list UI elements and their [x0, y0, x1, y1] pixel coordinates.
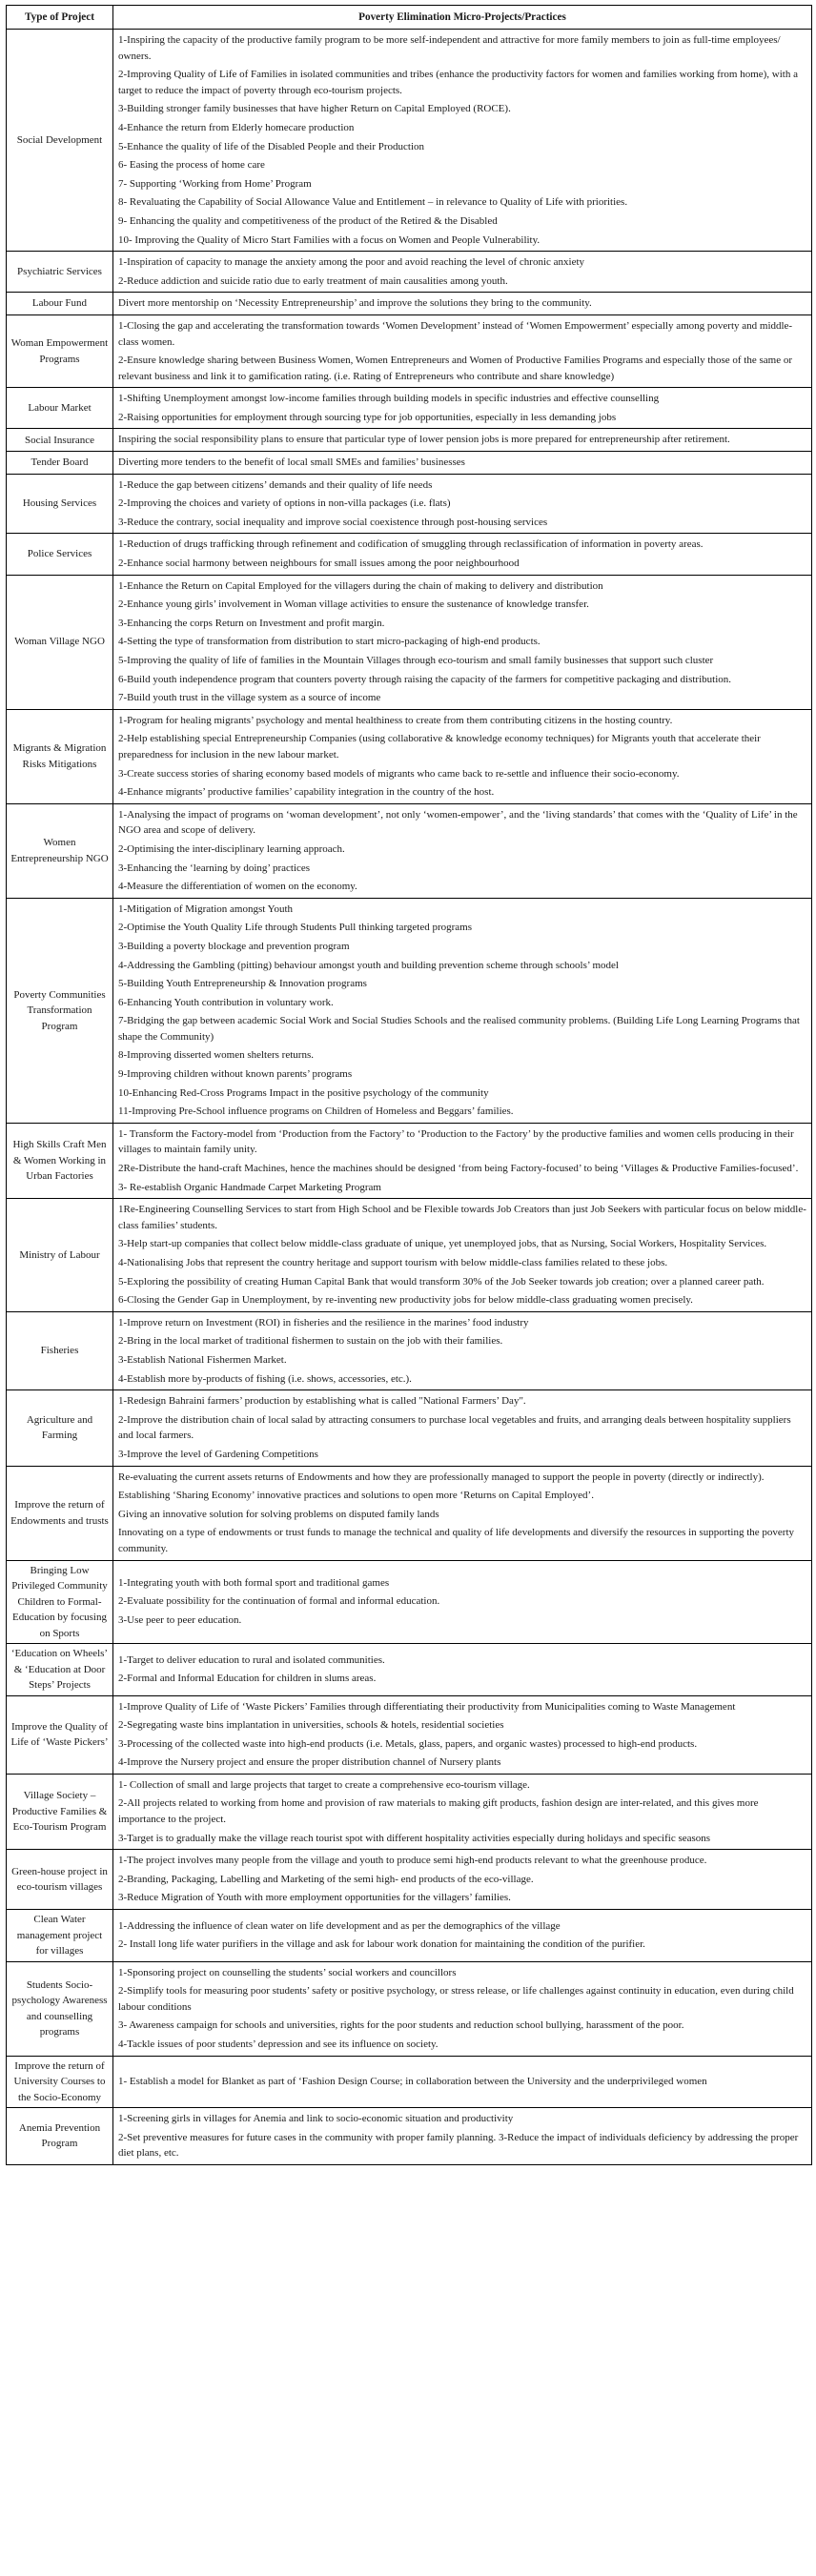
- project-type-cell: Poverty Communities Transformation Program: [7, 898, 113, 1123]
- project-type-cell: High Skills Craft Men & Women Working in Urban Factories: [7, 1123, 113, 1198]
- practice-item: 2-Reduce addiction and suicide ratio due to early treatment of main causalities among youth.: [118, 274, 508, 287]
- practices-cell: [113, 1910, 812, 1962]
- practice-item: 7-Build youth trust in the village system as a source of income: [118, 692, 381, 704]
- practice-item: 1-Reduce the gap between citizens’ demands and their quality of life needs: [118, 478, 433, 491]
- table-row: [7, 534, 812, 575]
- practice-item: 2-Optimise the Youth Quality Life through Students Pull thinking targeted programs: [118, 922, 473, 934]
- table-row: [7, 1961, 812, 2056]
- table-row: [7, 2056, 812, 2108]
- practice-item: 4-Enhance the return from Elderly homecare production: [118, 121, 355, 133]
- practices-cell: [113, 1560, 812, 1644]
- project-type-cell: Clean Water management project for villages: [7, 1910, 113, 1962]
- practice-item: 1-Sponsoring project on counselling the students’ social workers and councillors: [118, 1966, 457, 1978]
- practices-cell: [113, 1199, 812, 1312]
- practice-item: 4-Addressing the Gambling (pitting) behaviour amongst youth and building prevention scheme through schools’ model: [118, 959, 619, 971]
- practice-item: 1-Inspiration of capacity to manage the anxiety among the poor and avoid reaching the level of chronic anxiety: [118, 256, 585, 269]
- table-row: [7, 709, 812, 803]
- practice-item: Establishing ‘Sharing Economy’ innovative practices and solutions to open more ‘Returns on Capital Employed’.: [118, 1490, 594, 1502]
- project-type-cell: Village Society – Productive Families & Eco-Tourism Program: [7, 1774, 113, 1849]
- practice-item: 6- Easing the process of home care: [118, 159, 265, 172]
- project-type-cell: Social Development: [7, 30, 113, 252]
- projects-table: [6, 5, 812, 2165]
- practice-item: 1-Redesign Bahraini farmers’ production by establishing what is called "National Farmers’ Day".: [118, 1395, 526, 1408]
- project-type-cell: Labour Fund: [7, 293, 113, 315]
- practice-item: 3-Establish National Fishermen Market.: [118, 1353, 287, 1366]
- practice-item: 2-Improving the choices and variety of options in non-villa packages (i.e. flats): [118, 497, 451, 510]
- table-row: [7, 1850, 812, 1910]
- header-micro-projects: Poverty Elimination Micro-Projects/Practices: [113, 6, 812, 30]
- practice-item: 1-Enhance the Return on Capital Employed for the villagers during the chain of making to delivery and distribution: [118, 579, 603, 592]
- practice-item: Giving an innovative solution for solving problems on disputed family lands: [118, 1508, 439, 1520]
- table-row: [7, 1390, 812, 1466]
- practice-item: 2- Install long life water purifiers in the village and ask for labour work donation for maintaining the condition of the purifier.: [118, 1938, 645, 1951]
- practice-item: 3-Enhancing the corps Return on Investment and profit margin.: [118, 617, 385, 629]
- table-body: [7, 30, 812, 2165]
- practice-item: 2-Branding, Packaging, Labelling and Marketing of the semi high- end products of the eco-village.: [118, 1873, 534, 1885]
- practice-item: 5-Building Youth Entrepreneurship & Innovation programs: [118, 978, 367, 990]
- practice-item: 3-Building a poverty blockage and prevention program: [118, 940, 350, 952]
- practice-item: 3- Re-establish Organic Handmade Carpet Marketing Program: [118, 1181, 381, 1193]
- practice-item: 3-Create success stories of sharing economy based models of migrants who came back to re-settle and influence their socio-economy.: [118, 767, 680, 780]
- practice-item: 2-Enhance young girls’ involvement in Woman village activities to ensure the sustenance of knowledge transfer.: [118, 598, 589, 611]
- practice-item: 1-Program for healing migrants’ psychology and mental healthiness to create from them contributing citizens in the hosting country.: [118, 714, 673, 726]
- practices-cell: [113, 1961, 812, 2056]
- practice-item: 2-Bring in the local market of traditional fishermen to sustain on the job with their families.: [118, 1335, 503, 1348]
- practice-item: 9-Improving children without known parents’ programs: [118, 1068, 353, 1081]
- practice-item: 6-Build youth independence program that counters poverty through raising the capacity of the farmers for competitive packaging and distribution.: [118, 673, 732, 685]
- practice-item: 3-Improve the level of Gardening Competitions: [118, 1448, 318, 1460]
- practices-cell: [113, 474, 812, 534]
- project-type-cell: Tender Board: [7, 452, 113, 475]
- practices-cell: [113, 1695, 812, 1774]
- practice-item: 2-Simplify tools for measuring poor students’ safety or positive psychology, or stress release, or life challenges against continuity in education, even during child labour conditions: [118, 1985, 794, 2013]
- practice-item: 2-Optimising the inter-disciplinary learning approach.: [118, 842, 345, 855]
- practices-cell: [113, 709, 812, 803]
- practice-item: Innovating on a type of endowments or trust funds to manage the technical and quality of life developments and diversify the resources in supporting the poverty community.: [118, 1527, 795, 1554]
- practice-item: 1-Shifting Unemployment amongst low-income families through building models in specific industries and effective counselling: [118, 393, 660, 405]
- practice-item: 6-Closing the Gender Gap in Unemployment, by re-inventing new productivity jobs for below middle-class graduating women precisely.: [118, 1294, 693, 1307]
- practice-item: 2-Segregating waste bins implantation in universities, schools & hotels, residential societies: [118, 1719, 504, 1732]
- practices-cell: [113, 30, 812, 252]
- practice-item: 3-Enhancing the ‘learning by doing’ practices: [118, 862, 311, 874]
- practice-item: 8- Revaluating the Capability of Social Allowance Value and Entitlement – in relevance to Quality of Life with priorities.: [118, 196, 628, 209]
- practice-item: 2-All projects related to working from home and provision of raw materials to making gift products, fashion design are inter-related, and this gives more importance to the project.: [118, 1797, 759, 1826]
- practice-item: 8-Improving disserted women shelters returns.: [118, 1049, 314, 1062]
- practice-item: 2-Set preventive measures for future cases in the community with proper family planning. 3-Reduce the impact of individuals deficiency by addressing the proper diet plans, etc.: [118, 2131, 799, 2160]
- practice-item: 1-Screening girls in villages for Anemia and link to socio-economic situation and productivity: [118, 2113, 514, 2124]
- project-type-cell: Ministry of Labour: [7, 1199, 113, 1312]
- practice-item: 3-Processing of the collected waste into high-end products (i.e. Metals, glass, papers, and organic wastes) processed to high-end products.: [118, 1737, 698, 1750]
- practice-item: 2-Enhance social harmony between neighbours for small issues among the poor neighbourhood: [118, 558, 520, 570]
- practice-item: 1-Improve return on Investment (ROI) in fisheries and the resilience in the marines’ food industry: [118, 1316, 529, 1329]
- table-row: [7, 1123, 812, 1198]
- practices-cell: [113, 452, 812, 475]
- practice-item: Re-evaluating the current assets returns of Endowments and how they are professionally managed to support the people in poverty (directly or indirectly).: [118, 1471, 765, 1483]
- practice-item: 1-Analysing the impact of programs on ‘woman development’, not only ‘women-empower’, and the ‘living standards’ that comes with the ‘Quality of Life’ in the NGO area and scope of delivery.: [118, 808, 798, 837]
- practice-item: 1-The project involves many people from the village and youth to produce semi high-end products relevant to what the greenhouse produce.: [118, 1855, 707, 1867]
- project-type-cell: Improve the return of Endowments and trusts: [7, 1466, 113, 1560]
- project-type-cell: Housing Services: [7, 474, 113, 534]
- table-row: [7, 474, 812, 534]
- practice-item: 2-Ensure knowledge sharing between Business Women, Women Entrepreneurs and Women of Productive Families Programs and especially those of the same or relevant business and link it to gamification rating. (i.e. Rating of Entrepreneurs who contribute and share knowledge): [118, 355, 792, 382]
- practices-cell: [113, 1390, 812, 1466]
- table-row: [7, 429, 812, 452]
- practices-cell: [113, 252, 812, 293]
- practice-item: 2-Improving Quality of Life of Families in isolated communities and tribes (enhance the productivity factors for women and families working from home), with a target to reduce the impact of poverty through eco-tourism projects.: [118, 69, 798, 96]
- header-row: [7, 6, 812, 30]
- table-row: [7, 575, 812, 709]
- table-row: [7, 898, 812, 1123]
- practice-item: 4-Tackle issues of poor students’ depression and see its influence on society.: [118, 2038, 439, 2050]
- table-row: [7, 1560, 812, 1644]
- practice-item: Inspiring the social responsibility plans to ensure that particular type of lower pension jobs is more prepared for entrepreneurship after retirement.: [118, 434, 730, 446]
- practices-cell: [113, 1774, 812, 1849]
- practice-item: 1-Mitigation of Migration amongst Youth: [118, 903, 294, 915]
- practice-item: 5-Enhance the quality of life of the Disabled People and their Production: [118, 140, 425, 152]
- practice-item: 1Re-Engineering Counselling Services to start from High School and be Flexible towards Job Creators than just Job Seekers with particular focus on below middle-class families’ students.: [118, 1204, 806, 1231]
- practices-cell: [113, 429, 812, 452]
- practice-item: 1-Inspiring the capacity of the productive family program to be more self-independent and attractive for more family members to join as full-time employees/ owners.: [118, 34, 781, 62]
- project-type-cell: Agriculture and Farming: [7, 1390, 113, 1466]
- practice-item: 1-Addressing the influence of clean water on life development and as per the demographics of the village: [118, 1919, 561, 1932]
- project-type-cell: Improve the return of University Courses to the Socio-Economy: [7, 2056, 113, 2108]
- project-type-cell: Woman Village NGO: [7, 575, 113, 709]
- practices-cell: [113, 1644, 812, 1696]
- practice-item: 4-Measure the differentiation of women on the economy.: [118, 881, 357, 893]
- practice-item: 1- Collection of small and large projects that target to create a comprehensive eco-tourism village.: [118, 1778, 530, 1791]
- practices-cell: [113, 575, 812, 709]
- practice-item: 7-Bridging the gap between academic Social Work and Social Studies Schools and the realised community problems. (Building Life Long Learning Programs that shape the Community): [118, 1015, 800, 1043]
- practices-cell: [113, 2056, 812, 2108]
- practice-item: 11-Improving Pre-School influence programs on Children of Homeless and Beggars’ families.: [118, 1105, 514, 1118]
- practice-item: 10-Enhancing Red-Cross Programs Impact in the positive psychology of the community: [118, 1086, 489, 1099]
- table-row: [7, 1695, 812, 1774]
- practice-item: 5-Exploring the possibility of creating Human Capital Bank that would transform 30% of the Job Seeker towards job creation; over a planned career path.: [118, 1275, 765, 1288]
- practice-item: 1-Reduction of drugs trafficking through refinement and codification of smuggling through reclassification of information in poverty areas.: [118, 538, 704, 551]
- practice-item: 4-Nationalising Jobs that represent the country heritage and support tourism with below middle-class families related to these jobs.: [118, 1257, 668, 1268]
- practice-item: 1-Improve Quality of Life of ‘Waste Pickers’ Families through differentiating their productivity from Municipalities coming to Waste Management: [118, 1700, 736, 1713]
- project-type-cell: ‘Education on Wheels’ & ‘Education at Door Steps’ Projects: [7, 1644, 113, 1696]
- table-row: [7, 2108, 812, 2165]
- practice-item: 4-Improve the Nursery project and ensure the proper distribution channel of Nursery plants: [118, 1756, 501, 1769]
- practice-item: 1-Target to deliver education to rural and isolated communities.: [118, 1653, 385, 1666]
- project-type-cell: Women Entrepreneurship NGO: [7, 803, 113, 898]
- project-type-cell: Bringing Low Privileged Community Children to Formal-Education by focusing on Sports: [7, 1560, 113, 1644]
- project-type-cell: Social Insurance: [7, 429, 113, 452]
- practices-cell: [113, 1466, 812, 1560]
- practice-item: 5-Improving the quality of life of families in the Mountain Villages through eco-tourism and small family businesses that support such cluster: [118, 655, 714, 666]
- practices-cell: [113, 534, 812, 575]
- practice-item: 4-Establish more by-products of fishing (i.e. shows, accessories, etc.).: [118, 1372, 412, 1385]
- practices-cell: [113, 1850, 812, 1910]
- practices-cell: [113, 1123, 812, 1198]
- practice-item: 7- Supporting ‘Working from Home’ Program: [118, 177, 312, 190]
- practice-item: 3-Reduce Migration of Youth with more employment opportunities for the villagers’ families.: [118, 1892, 511, 1904]
- project-type-cell: Improve the Quality of Life of ‘Waste Pickers’: [7, 1695, 113, 1774]
- table-row: [7, 1774, 812, 1849]
- practice-item: 2-Formal and Informal Education for children in slums areas.: [118, 1673, 377, 1685]
- practices-cell: [113, 314, 812, 387]
- practices-cell: [113, 898, 812, 1123]
- table-row: [7, 803, 812, 898]
- practice-item: 1-Integrating youth with both formal sport and traditional games: [118, 1576, 390, 1589]
- project-type-cell: Green-house project in eco-tourism villages: [7, 1850, 113, 1910]
- practice-item: 1-Closing the gap and accelerating the transformation towards ‘Women Development’ instead of ‘Women Empowerment’ especially among poverty and middle-class women.: [118, 319, 793, 348]
- practice-item: 9- Enhancing the quality and competitiveness of the product of the Retired & the Disabled: [118, 214, 498, 227]
- table-row: [7, 314, 812, 387]
- practice-item: 3-Use peer to peer education.: [118, 1614, 242, 1627]
- practices-cell: [113, 2108, 812, 2165]
- table-row: [7, 1466, 812, 1560]
- practice-item: 4-Setting the type of transformation from distribution to start micro-packaging of high-end products.: [118, 636, 541, 648]
- practice-item: 2-Raising opportunities for employment through sourcing type for job opportunities, especially in less demanding jobs: [118, 411, 617, 423]
- practices-cell: [113, 803, 812, 898]
- table-row: [7, 293, 812, 315]
- table-row: [7, 1910, 812, 1962]
- practice-item: 3-Building stronger family businesses that have higher Return on Capital Employed (ROCE).: [118, 103, 511, 115]
- table-row: [7, 1644, 812, 1696]
- practice-item: 2-Help establishing special Entrepreneurship Companies (using collaborative & knowledge economy techniques) for Migrants youth that accelerate their preparedness for inclusion in the new labour market.: [118, 733, 761, 761]
- practices-cell: [113, 388, 812, 429]
- practices-cell: [113, 1311, 812, 1389]
- table-row: [7, 1311, 812, 1389]
- practice-item: 3-Reduce the contrary, social inequality and improve social coexistence through post-housing services: [118, 516, 548, 528]
- project-type-cell: Students Socio-psychology Awareness and counselling programs: [7, 1961, 113, 2056]
- table-row: [7, 1199, 812, 1312]
- practice-item: 1- Establish a model for Blanket as part of ‘Fashion Design Course; in collaboration between the University and the underprivileged women: [118, 2075, 707, 2087]
- practice-item: 2Re-Distribute the hand-craft Machines, hence the machines should be designed ‘from being Factory-focused’ to being ‘Villages & Productive Families-focused’.: [118, 1163, 799, 1175]
- practices-cell: [113, 293, 812, 315]
- table-row: [7, 452, 812, 475]
- table-row: [7, 388, 812, 429]
- table-row: [7, 252, 812, 293]
- practice-item: 6-Enhancing Youth contribution in voluntary work.: [118, 996, 334, 1008]
- project-type-cell: Police Services: [7, 534, 113, 575]
- practice-item: 1- Transform the Factory-model from ‘Production from the Factory’ to ‘Production to the Factory’ by the productive families and women cells producing in their villages to maintain family unity.: [118, 1127, 794, 1156]
- practice-item: 3- Awareness campaign for schools and universities, rights for the poor students and reduction school bullying, harassment of the poor.: [118, 2019, 684, 2032]
- project-type-cell: Labour Market: [7, 388, 113, 429]
- practice-item: 4-Enhance migrants’ productive families’ capability integration in the country of the host.: [118, 786, 495, 799]
- project-type-cell: Woman Empowerment Programs: [7, 314, 113, 387]
- table-row: [7, 30, 812, 252]
- project-type-cell: Migrants & Migration Risks Mitigations: [7, 709, 113, 803]
- project-type-cell: Psychiatric Services: [7, 252, 113, 293]
- header-type-of-project: Type of Project: [7, 6, 113, 30]
- practice-item: Diverting more tenders to the benefit of local small SMEs and families’ businesses: [118, 456, 465, 469]
- project-type-cell: Anemia Prevention Program: [7, 2108, 113, 2165]
- practice-item: 3-Help start-up companies that collect below middle-class graduate of unique, yet unemployed jobs, that as Nursing, Social Workers, Hospitality Services.: [118, 1238, 767, 1250]
- practice-item: Divert more mentorship on ‘Necessity Entrepreneurship’ and improve the solutions they bring to the community.: [118, 297, 592, 310]
- practice-item: 3-Target is to gradually make the village reach tourist spot with different hospitality activities especially during holidays and specific seasons: [118, 1832, 711, 1844]
- project-type-cell: Fisheries: [7, 1311, 113, 1389]
- practice-item: 10- Improving the Quality of Micro Start Families with a focus on Women and People Vulnerability.: [118, 233, 541, 246]
- practice-item: 2-Evaluate possibility for the continuation of formal and informal education.: [118, 1595, 440, 1608]
- practice-item: 2-Improve the distribution chain of local salad by attracting consumers to purchase local vegetables and fruits, and arranging deals between hospitality suppliers and local farmers.: [118, 1413, 791, 1442]
